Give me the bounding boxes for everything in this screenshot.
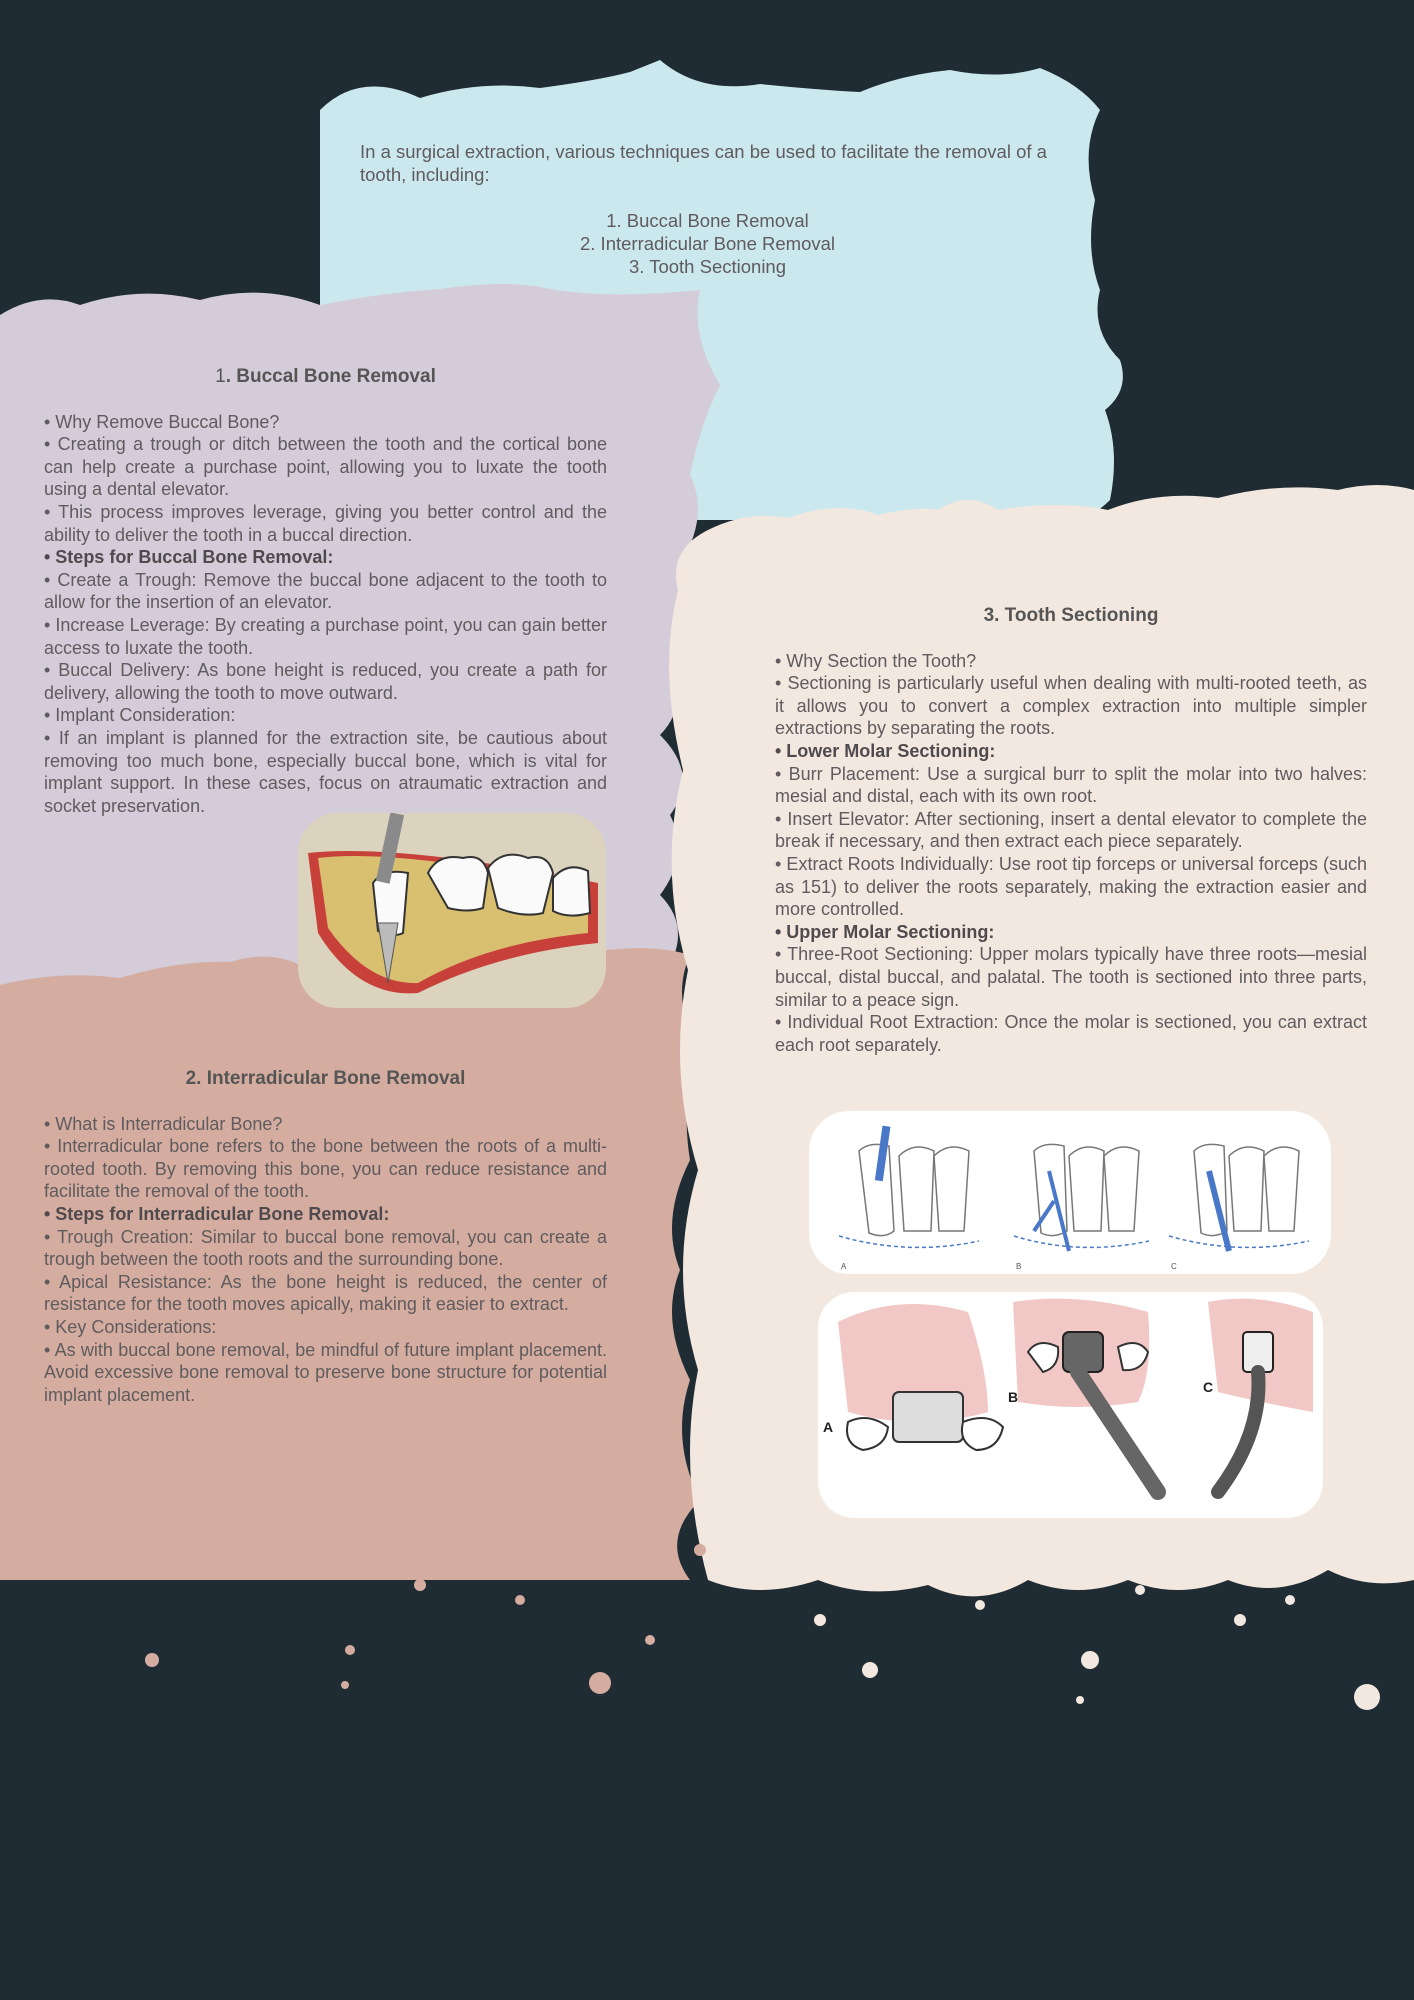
list-item: • Implant Consideration: (44, 705, 236, 726)
list-item: • Increase Leverage: By creating a purchase point, you can gain better access to luxate the tooth. (44, 614, 607, 658)
list-item: • Three-Root Sectioning: Upper molars typically have three roots—mesial buccal, distal buccal, and palatal. The tooth is sectioned into three parts, similar to a peace sign. (775, 944, 1367, 1010)
list-item: 2. Interradicular Bone Removal (579, 233, 836, 254)
list-item: • This process improves leverage, giving you better control and the ability to deliver the tooth in a buccal direction. (44, 501, 607, 545)
steps-heading: • Steps for Interradicular Bone Removal: (44, 1203, 390, 1224)
list-item: • Interradicular bone refers to the bone between the roots of a multi-rooted tooth. By removing this bone, you can reduce resistance and facilitate the removal of the tooth. (44, 1136, 607, 1202)
intro-section (360, 140, 1055, 278)
section-heading: 3. Tooth Sectioning (983, 605, 1159, 626)
list-item: • Insert Elevator: After sectioning, insert a dental elevator to complete the break if necessary, and then extract each piece separately. (775, 808, 1367, 852)
lower-molar-sectioning-illustration (809, 1111, 1331, 1274)
splatter-decoration (0, 1530, 1414, 1730)
list-item: • Burr Placement: Use a surgical burr to split the molar into two halves: mesial and distal, each with its own root. (775, 763, 1367, 807)
list-item: • Apical Resistance: As the bone height is reduced, the center of resistance for the tooth moves apically, making it easier to extract. (44, 1271, 607, 1315)
steps-heading: • Steps for Buccal Bone Removal: (44, 547, 334, 568)
list-item: • Key Considerations: (44, 1316, 217, 1337)
intro-text: In a surgical extraction, various techniques can be used to facilitate the removal of a tooth, including: (360, 141, 1047, 185)
figure-label: B (1008, 1389, 1019, 1405)
section-heading: 1. Buccal Bone Removal (215, 366, 436, 387)
buccal-bone-illustration (298, 813, 606, 1008)
list-item: • Create a Trough: Remove the buccal bone adjacent to the tooth to allow for the insertion of an elevator. (44, 569, 607, 613)
list-item: • If an implant is planned for the extraction site, be cautious about removing too much bone, especially buccal bone, which is vital for implant support. In these cases, focus on atraumatic extraction and socket preservation. (44, 727, 607, 816)
list-item: • Extract Roots Individually: Use root tip forceps or universal forceps (such as 151) to deliver the roots separately, making the extraction easier and more controlled. (775, 853, 1367, 920)
figure-label: A (823, 1419, 834, 1435)
figure-label: A (841, 1262, 847, 1271)
figure-label: B (1016, 1262, 1022, 1271)
figure-label: C (1171, 1262, 1177, 1271)
list-item: • Individual Root Extraction: Once the molar is sectioned, you can extract each root separately. (775, 1012, 1367, 1055)
technique-list (360, 209, 1055, 278)
list-item: • Buccal Delivery: As bone height is reduced, you create a path for delivery, allowing the tooth to move outward. (44, 660, 607, 703)
list-item: • Creating a trough or ditch between the tooth and the cortical bone can help create a purchase point, allowing you to luxate the tooth using a dental elevator. (44, 434, 607, 500)
list-item: • Why Remove Buccal Bone? (44, 411, 280, 432)
upper-molar-heading: • Upper Molar Sectioning: (775, 921, 995, 942)
list-item: • What is Interradicular Bone? (44, 1113, 283, 1134)
buccal-section (44, 366, 607, 817)
list-item: • Sectioning is particularly useful when dealing with multi-rooted teeth, as it allows you to convert a complex extraction into multiple simpler extractions by separating the roots. (775, 673, 1367, 739)
list-item: • Why Section the Tooth? (775, 650, 977, 671)
lower-molar-heading: • Lower Molar Sectioning: (775, 740, 996, 761)
list-item: • As with buccal bone removal, be mindful of future implant placement. Avoid excessive bone removal to preserve bone structure for potential implant placement. (44, 1339, 607, 1405)
list-item: 1. Buccal Bone Removal (606, 210, 809, 231)
section-heading: 2. Interradicular Bone Removal (185, 1068, 466, 1089)
interradicular-section (44, 1068, 607, 1406)
figure-label: C (1203, 1379, 1214, 1395)
list-item: • Trough Creation: Similar to buccal bone removal, you can create a trough between the tooth roots and the surrounding bone. (44, 1226, 607, 1270)
sectioning-section (775, 605, 1367, 1056)
upper-molar-sectioning-illustration (818, 1292, 1323, 1518)
list-item: 3. Tooth Sectioning (628, 256, 787, 277)
